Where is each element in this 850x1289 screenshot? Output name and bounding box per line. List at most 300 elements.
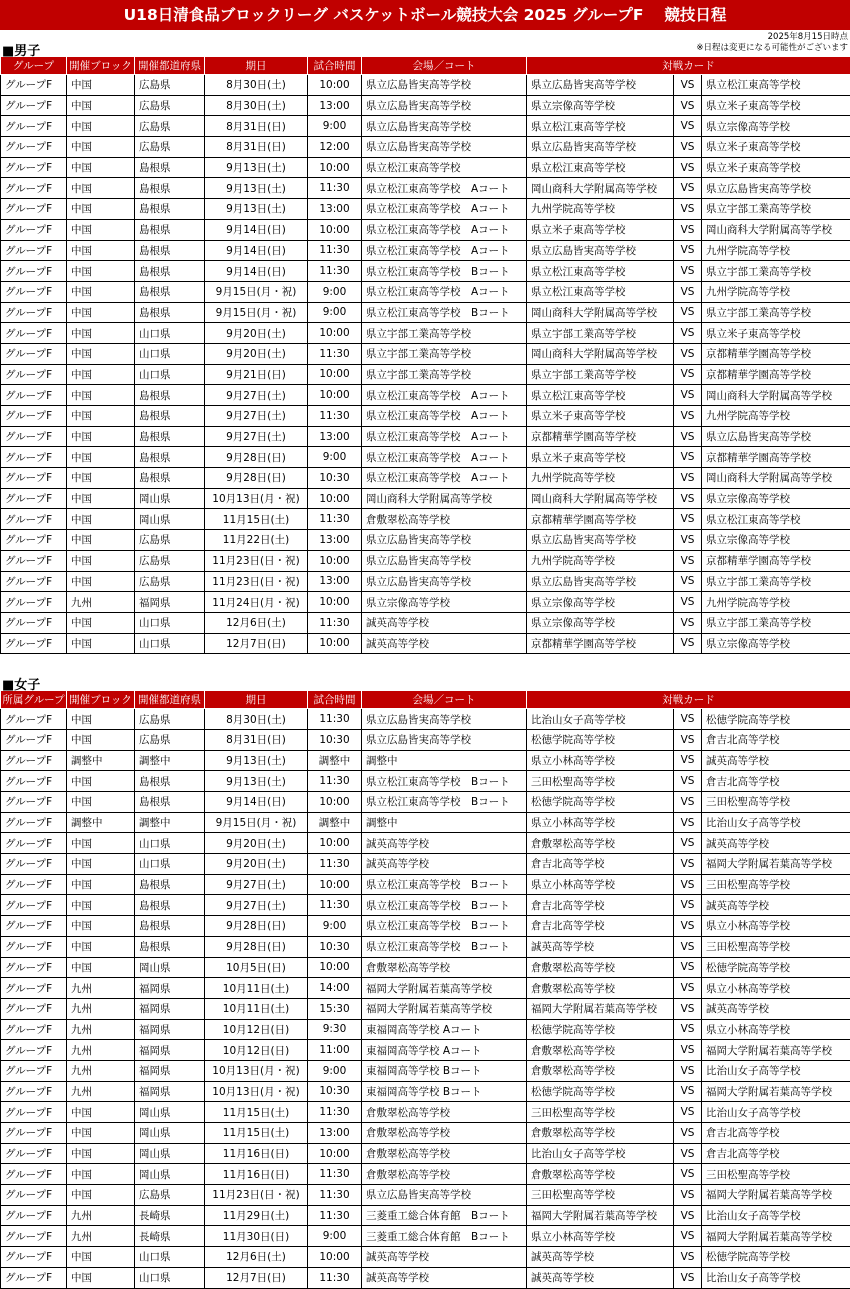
table-row (1, 1081, 850, 1102)
block-cell: 中国 (67, 729, 135, 750)
away-team-cell: 松徳学院高等学校 (702, 709, 850, 730)
venue-cell: 県立松江東高等学校 Bコート (362, 874, 527, 895)
block-cell: 中国 (67, 385, 135, 406)
men-heading: ■男子 (2, 40, 40, 59)
prefecture-cell: 岡山県 (135, 1123, 205, 1144)
table-row (1, 447, 850, 468)
date-cell: 9月28日(日) (205, 447, 308, 468)
prefecture-cell: 調整中 (135, 812, 205, 833)
home-team-cell: 県立小林高等学校 (527, 750, 674, 771)
time-cell: 11:30 (308, 1164, 362, 1185)
time-cell: 10:30 (308, 1081, 362, 1102)
time-cell: 10:00 (308, 488, 362, 509)
group-cell: グループF (1, 571, 67, 592)
time-cell: 11:30 (308, 343, 362, 364)
venue-cell: 東福岡高等学校 Aコート (362, 1040, 527, 1061)
col-date: 期日 (205, 57, 308, 75)
table-row (1, 1123, 850, 1144)
prefecture-cell: 島根県 (135, 219, 205, 240)
block-cell: 九州 (67, 1205, 135, 1226)
group-cell: グループF (1, 1040, 67, 1061)
venue-cell: 県立松江東高等学校 Aコート (362, 219, 527, 240)
away-team-cell: 三田松聖高等学校 (702, 874, 850, 895)
venue-cell: 県立広島皆実高等学校 (362, 1185, 527, 1206)
away-team-cell: 比治山女子高等学校 (702, 1060, 850, 1081)
group-cell: グループF (1, 116, 67, 137)
away-team-cell: 三田松聖高等学校 (702, 936, 850, 957)
group-cell: グループF (1, 488, 67, 509)
vs-label: VS (674, 895, 702, 916)
home-team-cell: 県立松江東高等学校 (527, 281, 674, 302)
home-team-cell: 倉吉北高等学校 (527, 916, 674, 937)
away-team-cell: 県立米子東高等学校 (702, 137, 850, 158)
home-team-cell: 三田松聖高等学校 (527, 1185, 674, 1206)
date-cell: 9月27日(土) (205, 385, 308, 406)
venue-cell: 県立広島皆実高等学校 (362, 709, 527, 730)
prefecture-cell: 島根県 (135, 792, 205, 813)
prefecture-cell: 山口県 (135, 612, 205, 633)
block-cell: 中国 (67, 219, 135, 240)
prefecture-cell: 島根県 (135, 199, 205, 220)
prefecture-cell: 島根県 (135, 771, 205, 792)
vs-label: VS (674, 199, 702, 220)
prefecture-cell: 福岡県 (135, 978, 205, 999)
table-row (1, 488, 850, 509)
away-team-cell: 県立小林高等学校 (702, 1019, 850, 1040)
home-team-cell: 三田松聖高等学校 (527, 1102, 674, 1123)
prefecture-cell: 島根県 (135, 936, 205, 957)
home-team-cell: 県立広島皆実高等学校 (527, 75, 674, 96)
group-cell: グループF (1, 157, 67, 178)
table-row (1, 75, 850, 96)
vs-label: VS (674, 1185, 702, 1206)
table-row (1, 1247, 850, 1268)
home-team-cell: 県立小林高等学校 (527, 874, 674, 895)
table-row (1, 302, 850, 323)
vs-label: VS (674, 1081, 702, 1102)
time-cell: 13:00 (308, 95, 362, 116)
time-cell: 10:00 (308, 75, 362, 96)
group-cell: グループF (1, 447, 67, 468)
time-cell: 10:00 (308, 550, 362, 571)
group-cell: グループF (1, 998, 67, 1019)
away-team-cell: 倉吉北高等学校 (702, 771, 850, 792)
table-row (1, 916, 850, 937)
venue-cell: 調整中 (362, 812, 527, 833)
home-team-cell: 比治山女子高等学校 (527, 709, 674, 730)
date-cell: 9月20日(土) (205, 854, 308, 875)
group-cell: グループF (1, 364, 67, 385)
home-team-cell: 京都精華学園高等学校 (527, 509, 674, 530)
block-cell: 中国 (67, 240, 135, 261)
group-cell: グループF (1, 812, 67, 833)
venue-cell: 福岡大学附属若葉高等学校 (362, 978, 527, 999)
vs-label: VS (674, 95, 702, 116)
date-cell: 8月31日(日) (205, 137, 308, 158)
table-row (1, 509, 850, 530)
venue-cell: 倉敷翠松高等学校 (362, 1164, 527, 1185)
home-team-cell: 県立広島皆実高等学校 (527, 240, 674, 261)
home-team-cell: 県立宗像高等学校 (527, 95, 674, 116)
col-group: 所属グループ (1, 691, 67, 709)
table-row (1, 281, 850, 302)
away-team-cell: 誠英高等学校 (702, 833, 850, 854)
away-team-cell: 九州学院高等学校 (702, 406, 850, 427)
prefecture-cell: 岡山県 (135, 1164, 205, 1185)
prefecture-cell: 調整中 (135, 750, 205, 771)
date-cell: 10月12日(日) (205, 1040, 308, 1061)
venue-cell: 県立松江東高等学校 Bコート (362, 916, 527, 937)
home-team-cell: 県立米子東高等学校 (527, 219, 674, 240)
prefecture-cell: 長崎県 (135, 1205, 205, 1226)
time-cell: 10:00 (308, 633, 362, 654)
table-row (1, 178, 850, 199)
date-cell: 10月13日(月・祝) (205, 488, 308, 509)
time-cell: 調整中 (308, 750, 362, 771)
group-cell: グループF (1, 137, 67, 158)
vs-label: VS (674, 302, 702, 323)
vs-label: VS (674, 1247, 702, 1268)
group-cell: グループF (1, 957, 67, 978)
vs-label: VS (674, 729, 702, 750)
date-cell: 11月15日(土) (205, 1123, 308, 1144)
women-schedule-table (0, 690, 850, 1288)
time-cell: 調整中 (308, 812, 362, 833)
time-cell: 11:30 (308, 771, 362, 792)
time-cell: 13:00 (308, 571, 362, 592)
date-cell: 9月14日(日) (205, 240, 308, 261)
table-row (1, 936, 850, 957)
block-cell: 九州 (67, 998, 135, 1019)
vs-label: VS (674, 792, 702, 813)
home-team-cell: 県立広島皆実高等学校 (527, 530, 674, 551)
venue-cell: 誠英高等学校 (362, 633, 527, 654)
prefecture-cell: 広島県 (135, 137, 205, 158)
time-cell: 10:00 (308, 1247, 362, 1268)
home-team-cell: 松徳学院高等学校 (527, 1019, 674, 1040)
vs-label: VS (674, 281, 702, 302)
table-row (1, 219, 850, 240)
block-cell: 調整中 (67, 812, 135, 833)
time-cell: 10:00 (308, 792, 362, 813)
prefecture-cell: 山口県 (135, 1267, 205, 1288)
away-team-cell: 九州学院高等学校 (702, 592, 850, 613)
date-cell: 9月14日(日) (205, 261, 308, 282)
home-team-cell: 倉敷翠松高等学校 (527, 833, 674, 854)
away-team-cell: 県立米子東高等学校 (702, 323, 850, 344)
vs-label: VS (674, 116, 702, 137)
prefecture-cell: 島根県 (135, 157, 205, 178)
vs-label: VS (674, 612, 702, 633)
prefecture-cell: 広島県 (135, 1185, 205, 1206)
home-team-cell: 九州学院高等学校 (527, 468, 674, 489)
prefecture-cell: 福岡県 (135, 1081, 205, 1102)
table-row (1, 978, 850, 999)
group-cell: グループF (1, 550, 67, 571)
away-team-cell: 九州学院高等学校 (702, 240, 850, 261)
date-cell: 8月30日(土) (205, 709, 308, 730)
table-row (1, 709, 850, 730)
group-cell: グループF (1, 1164, 67, 1185)
vs-label: VS (674, 854, 702, 875)
table-row (1, 261, 850, 282)
women-header-row (1, 691, 850, 709)
table-row (1, 729, 850, 750)
col-matchup: 対戦カード (527, 691, 850, 709)
group-cell: グループF (1, 343, 67, 364)
prefecture-cell: 島根県 (135, 895, 205, 916)
table-row (1, 1102, 850, 1123)
venue-cell: 県立松江東高等学校 Aコート (362, 178, 527, 199)
away-team-cell: 比治山女子高等学校 (702, 812, 850, 833)
away-team-cell: 県立宇部工業高等学校 (702, 261, 850, 282)
vs-label: VS (674, 468, 702, 489)
col-venue: 会場／コート (362, 691, 527, 709)
men-schedule-table (0, 56, 850, 654)
time-cell: 9:00 (308, 281, 362, 302)
block-cell: 中国 (67, 771, 135, 792)
away-team-cell: 誠英高等学校 (702, 998, 850, 1019)
vs-label: VS (674, 771, 702, 792)
date-cell: 10月11日(土) (205, 998, 308, 1019)
vs-label: VS (674, 1205, 702, 1226)
vs-label: VS (674, 157, 702, 178)
away-team-cell: 京都精華学園高等学校 (702, 447, 850, 468)
vs-label: VS (674, 261, 702, 282)
date-cell: 9月28日(日) (205, 916, 308, 937)
block-cell: 中国 (67, 1247, 135, 1268)
prefecture-cell: 島根県 (135, 426, 205, 447)
date-cell: 8月30日(土) (205, 75, 308, 96)
group-cell: グループF (1, 75, 67, 96)
vs-label: VS (674, 530, 702, 551)
away-team-cell: 誠英高等学校 (702, 750, 850, 771)
home-team-cell: 岡山商科大学附属高等学校 (527, 488, 674, 509)
vs-label: VS (674, 1040, 702, 1061)
block-cell: 中国 (67, 261, 135, 282)
women-section-header (0, 674, 850, 690)
venue-cell: 県立宇部工業高等学校 (362, 343, 527, 364)
table-row (1, 137, 850, 158)
prefecture-cell: 福岡県 (135, 1019, 205, 1040)
away-team-cell: 県立宇部工業高等学校 (702, 571, 850, 592)
date-cell: 9月15日(月・祝) (205, 302, 308, 323)
away-team-cell: 九州学院高等学校 (702, 281, 850, 302)
table-row (1, 833, 850, 854)
venue-cell: 県立宗像高等学校 (362, 592, 527, 613)
prefecture-cell: 島根県 (135, 406, 205, 427)
block-cell: 中国 (67, 571, 135, 592)
home-team-cell: 県立松江東高等学校 (527, 261, 674, 282)
block-cell: 中国 (67, 447, 135, 468)
away-team-cell: 比治山女子高等学校 (702, 1267, 850, 1288)
col-time: 試合時間 (308, 57, 362, 75)
time-cell: 11:30 (308, 612, 362, 633)
table-row (1, 771, 850, 792)
away-team-cell: 松徳学院高等学校 (702, 1247, 850, 1268)
away-team-cell: 県立松江東高等学校 (702, 75, 850, 96)
prefecture-cell: 島根県 (135, 916, 205, 937)
vs-label: VS (674, 750, 702, 771)
table-row (1, 323, 850, 344)
vs-label: VS (674, 1060, 702, 1081)
prefecture-cell: 山口県 (135, 633, 205, 654)
block-cell: 中国 (67, 1143, 135, 1164)
venue-cell: 県立松江東高等学校 Aコート (362, 281, 527, 302)
col-venue: 会場／コート (362, 57, 527, 75)
home-team-cell: 県立米子東高等学校 (527, 406, 674, 427)
time-cell: 10:00 (308, 1143, 362, 1164)
table-row (1, 1205, 850, 1226)
venue-cell: 県立松江東高等学校 Bコート (362, 261, 527, 282)
time-cell: 13:00 (308, 530, 362, 551)
group-cell: グループF (1, 385, 67, 406)
vs-label: VS (674, 833, 702, 854)
group-cell: グループF (1, 978, 67, 999)
venue-cell: 東福岡高等学校 Bコート (362, 1081, 527, 1102)
time-cell: 10:00 (308, 157, 362, 178)
prefecture-cell: 岡山県 (135, 509, 205, 530)
prefecture-cell: 福岡県 (135, 998, 205, 1019)
time-cell: 9:00 (308, 447, 362, 468)
time-cell: 9:00 (308, 916, 362, 937)
home-team-cell: 倉吉北高等学校 (527, 854, 674, 875)
group-cell: グループF (1, 1081, 67, 1102)
block-cell: 中国 (67, 364, 135, 385)
group-cell: グループF (1, 729, 67, 750)
venue-cell: 誠英高等学校 (362, 833, 527, 854)
prefecture-cell: 岡山県 (135, 488, 205, 509)
prefecture-cell: 広島県 (135, 75, 205, 96)
date-cell: 8月30日(土) (205, 95, 308, 116)
time-cell: 10:00 (308, 874, 362, 895)
block-cell: 調整中 (67, 750, 135, 771)
date-cell: 9月15日(月・祝) (205, 281, 308, 302)
col-block: 開催ブロック (67, 691, 135, 709)
block-cell: 中国 (67, 323, 135, 344)
home-team-cell: 福岡大学附属若葉高等学校 (527, 1205, 674, 1226)
date-cell: 11月30日(日) (205, 1226, 308, 1247)
table-row (1, 95, 850, 116)
block-cell: 中国 (67, 936, 135, 957)
time-cell: 11:30 (308, 1102, 362, 1123)
group-cell: グループF (1, 530, 67, 551)
block-cell: 中国 (67, 854, 135, 875)
prefecture-cell: 山口県 (135, 364, 205, 385)
table-row (1, 426, 850, 447)
prefecture-cell: 島根県 (135, 281, 205, 302)
date-cell: 9月28日(日) (205, 468, 308, 489)
vs-label: VS (674, 633, 702, 654)
home-team-cell: 倉敷翠松高等学校 (527, 1164, 674, 1185)
venue-cell: 県立松江東高等学校 Aコート (362, 199, 527, 220)
time-cell: 11:30 (308, 1267, 362, 1288)
table-row (1, 998, 850, 1019)
venue-cell: 県立松江東高等学校 Aコート (362, 468, 527, 489)
group-cell: グループF (1, 633, 67, 654)
date-cell: 11月15日(土) (205, 509, 308, 530)
time-cell: 10:30 (308, 936, 362, 957)
prefecture-cell: 山口県 (135, 323, 205, 344)
home-team-cell: 倉敷翠松高等学校 (527, 957, 674, 978)
away-team-cell: 岡山商科大学附属高等学校 (702, 385, 850, 406)
venue-cell: 三菱重工総合体育館 Bコート (362, 1226, 527, 1247)
venue-cell: 県立広島皆実高等学校 (362, 116, 527, 137)
col-prefecture: 開催都道府県 (135, 57, 205, 75)
home-team-cell: 岡山商科大学附属高等学校 (527, 343, 674, 364)
vs-label: VS (674, 550, 702, 571)
table-row (1, 633, 850, 654)
time-cell: 9:00 (308, 1060, 362, 1081)
prefecture-cell: 山口県 (135, 854, 205, 875)
home-team-cell: 松徳学院高等学校 (527, 792, 674, 813)
time-cell: 11:30 (308, 895, 362, 916)
vs-label: VS (674, 1123, 702, 1144)
group-cell: グループF (1, 1205, 67, 1226)
venue-cell: 福岡大学附属若葉高等学校 (362, 998, 527, 1019)
table-row (1, 1164, 850, 1185)
block-cell: 中国 (67, 137, 135, 158)
time-cell: 12:00 (308, 137, 362, 158)
home-team-cell: 福岡大学附属若葉高等学校 (527, 998, 674, 1019)
venue-cell: 誠英高等学校 (362, 612, 527, 633)
time-cell: 11:30 (308, 509, 362, 530)
venue-cell: 誠英高等学校 (362, 854, 527, 875)
table-row (1, 854, 850, 875)
home-team-cell: 京都精華学園高等学校 (527, 633, 674, 654)
group-cell: グループF (1, 1226, 67, 1247)
table-row (1, 157, 850, 178)
date-cell: 11月24日(月・祝) (205, 592, 308, 613)
time-cell: 10:00 (308, 957, 362, 978)
women-heading: ■女子 (2, 674, 40, 693)
prefecture-cell: 山口県 (135, 343, 205, 364)
col-block: 開催ブロック (67, 57, 135, 75)
date-cell: 9月13日(土) (205, 178, 308, 199)
home-team-cell: 岡山商科大学附属高等学校 (527, 302, 674, 323)
block-cell: 中国 (67, 792, 135, 813)
home-team-cell: 松徳学院高等学校 (527, 729, 674, 750)
date-cell: 9月14日(日) (205, 219, 308, 240)
away-team-cell: 三田松聖高等学校 (702, 792, 850, 813)
block-cell: 九州 (67, 592, 135, 613)
block-cell: 中国 (67, 1164, 135, 1185)
away-team-cell: 福岡大学附属若葉高等学校 (702, 1081, 850, 1102)
group-cell: グループF (1, 771, 67, 792)
vs-label: VS (674, 1226, 702, 1247)
vs-label: VS (674, 364, 702, 385)
home-team-cell: 県立小林高等学校 (527, 812, 674, 833)
time-cell: 10:30 (308, 468, 362, 489)
prefecture-cell: 広島県 (135, 571, 205, 592)
venue-cell: 県立広島皆実高等学校 (362, 530, 527, 551)
prefecture-cell: 福岡県 (135, 1060, 205, 1081)
date-cell: 9月13日(土) (205, 771, 308, 792)
group-cell: グループF (1, 1143, 67, 1164)
block-cell: 中国 (67, 916, 135, 937)
vs-label: VS (674, 219, 702, 240)
venue-cell: 県立宇部工業高等学校 (362, 364, 527, 385)
group-cell: グループF (1, 833, 67, 854)
group-cell: グループF (1, 323, 67, 344)
group-cell: グループF (1, 302, 67, 323)
venue-cell: 誠英高等学校 (362, 1247, 527, 1268)
venue-cell: 県立広島皆実高等学校 (362, 75, 527, 96)
date-cell: 10月11日(土) (205, 978, 308, 999)
table-row (1, 750, 850, 771)
venue-cell: 県立松江東高等学校 Aコート (362, 406, 527, 427)
block-cell: 中国 (67, 957, 135, 978)
